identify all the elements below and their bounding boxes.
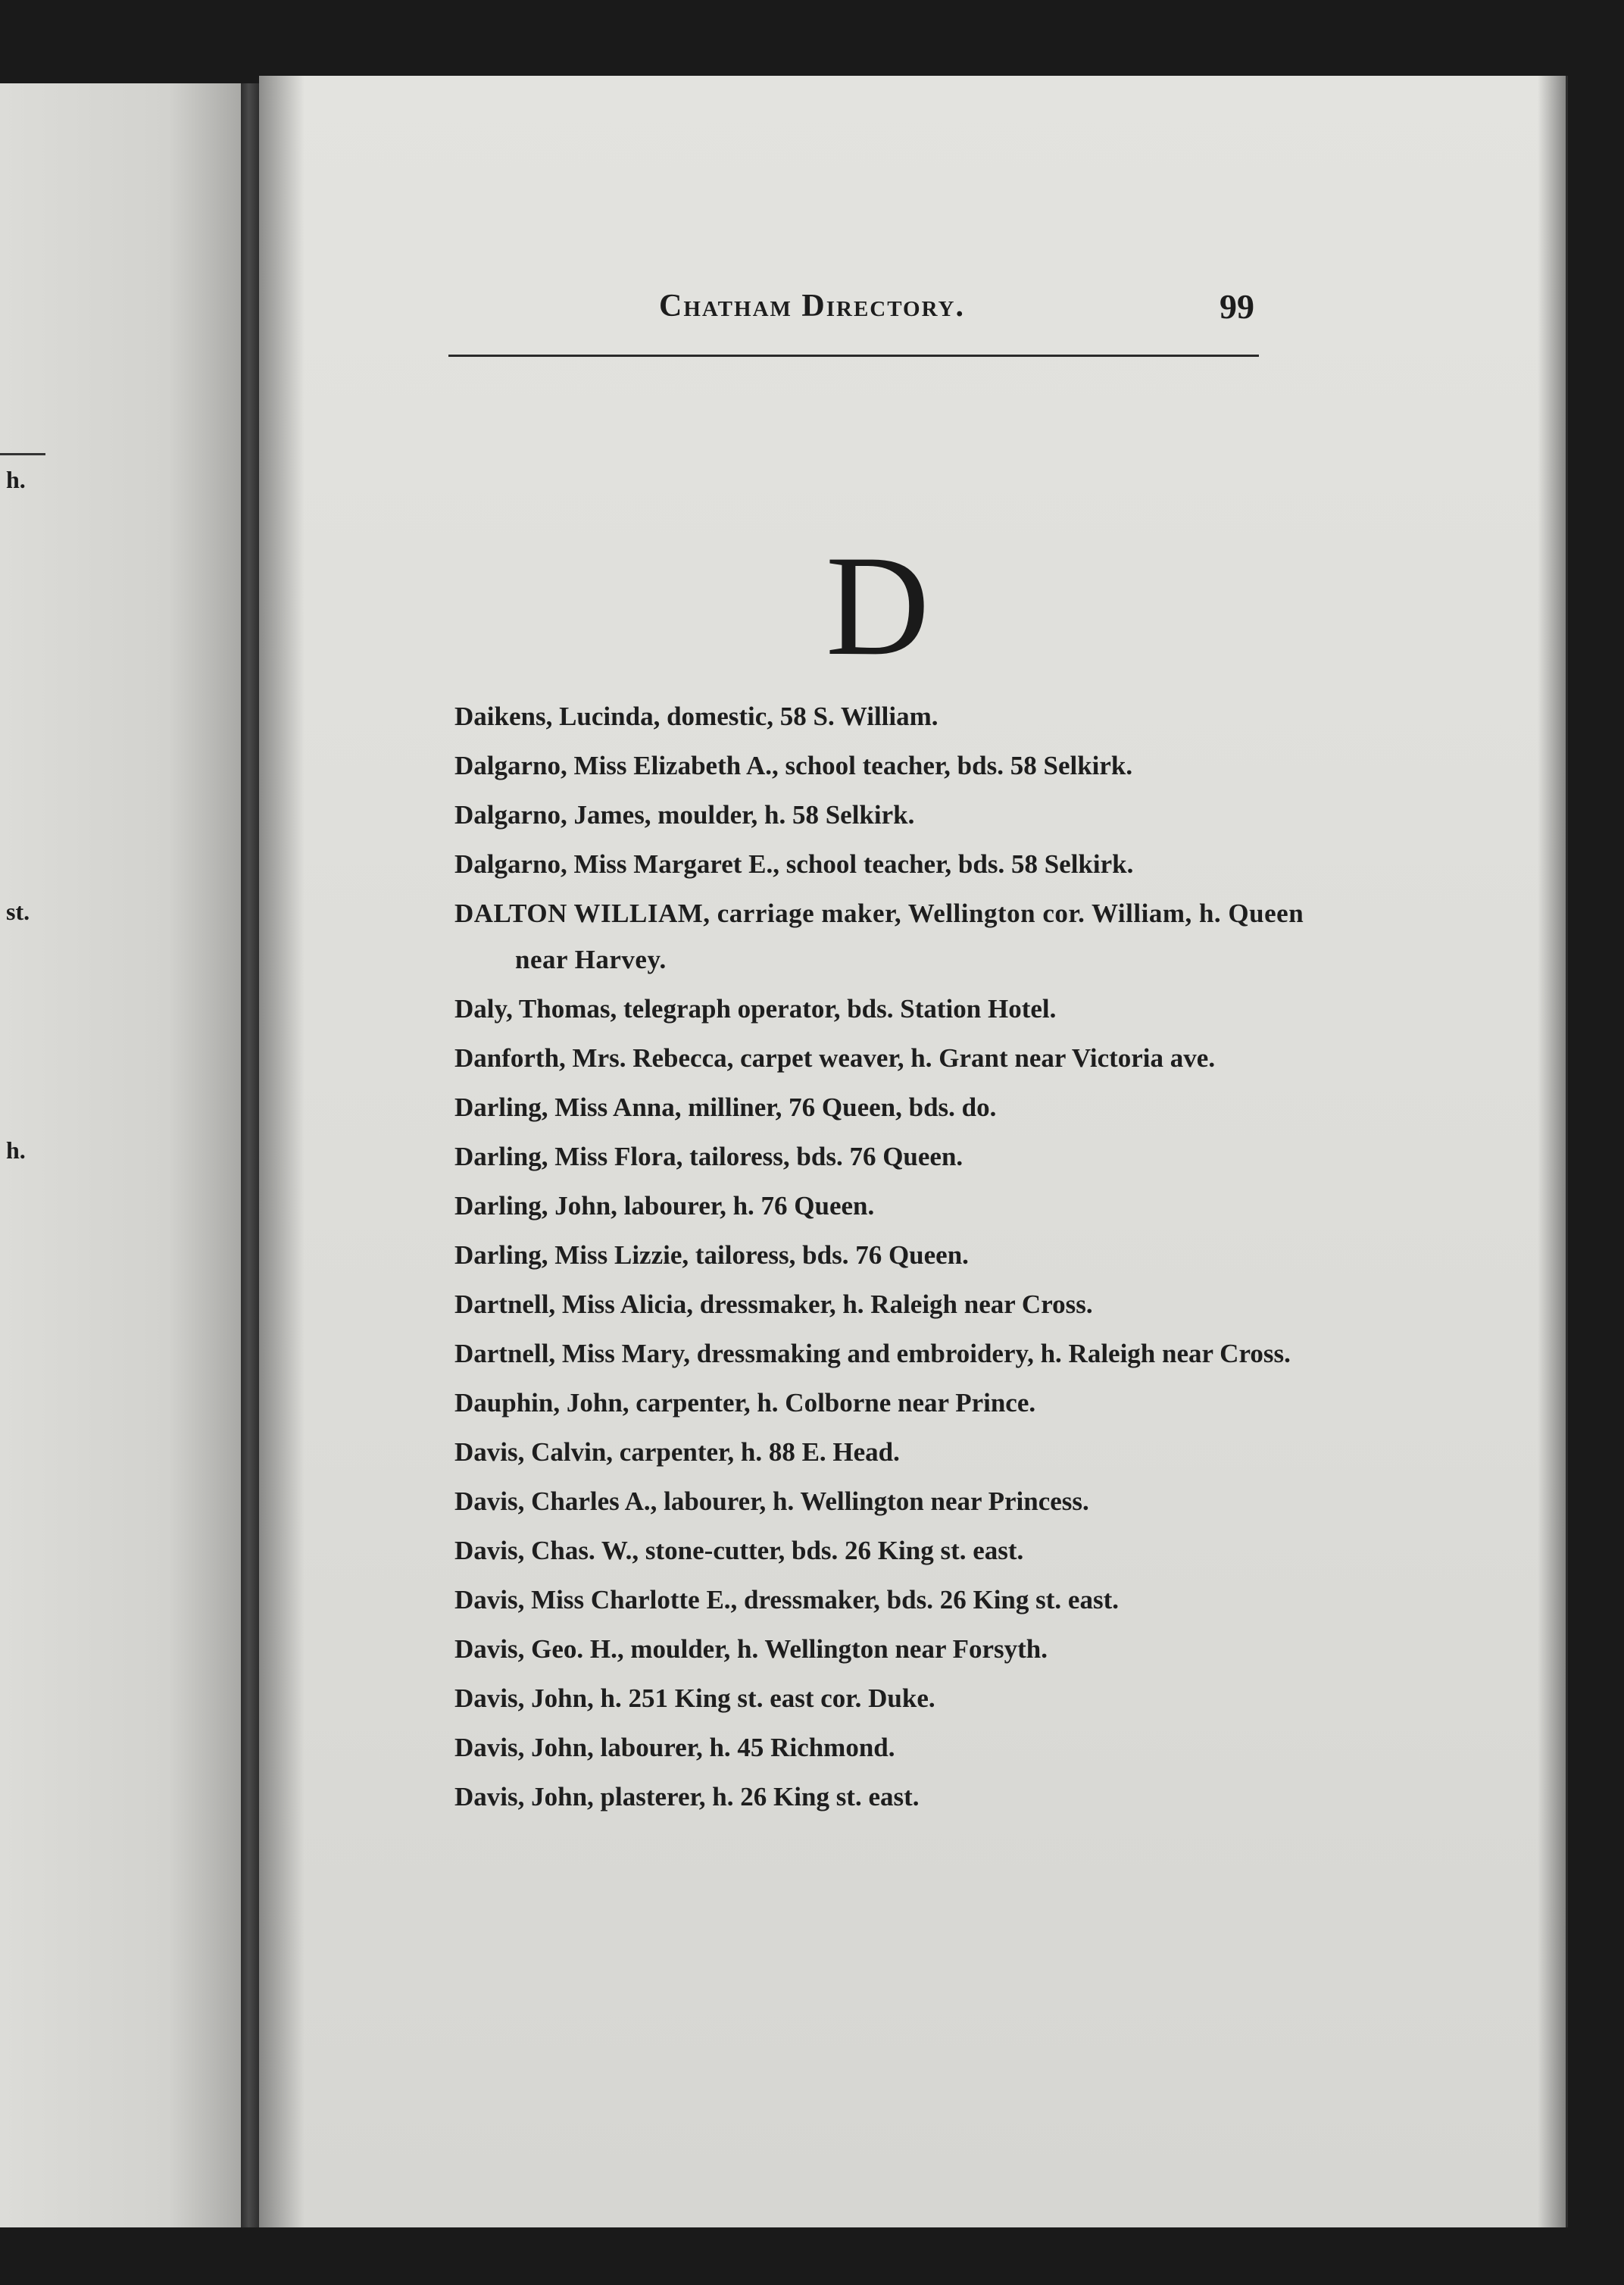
page-number: 99 [1220, 287, 1254, 326]
directory-entry: Davis, Geo. H., moulder, h. Wellington near Forsyth. [454, 1634, 1048, 1664]
directory-entry: Dalgarno, Miss Margaret E., school teacher, bds. 58 Selkirk. [454, 849, 1134, 879]
left-page-fragment: st. [6, 898, 30, 925]
directory-entry: Darling, Miss Flora, tailoress, bds. 76 Queen. [454, 1142, 963, 1171]
left-page [0, 83, 241, 2227]
directory-entry: Davis, Charles A., labourer, h. Wellington near Princess. [454, 1486, 1089, 1516]
directory-entry: Dalgarno, Miss Elizabeth A., school teacher, bds. 58 Selkirk. [454, 751, 1133, 780]
section-letter: D [826, 527, 930, 686]
page-edge-shadow [1538, 76, 1568, 2227]
directory-entries [454, 693, 1310, 1823]
directory-entry: Daly, Thomas, telegraph operator, bds. Station Hotel. [454, 994, 1057, 1024]
directory-entry: Davis, John, plasterer, h. 26 King st. east. [454, 1782, 920, 1811]
directory-entry: Danforth, Mrs. Rebecca, carpet weaver, h. Grant near Victoria ave. [454, 1043, 1216, 1073]
directory-entry: Davis, Miss Charlotte E., dressmaker, bds. 26 King st. east. [454, 1585, 1119, 1615]
directory-entry: Darling, Miss Anna, milliner, 76 Queen, bds. do. [454, 1092, 997, 1122]
directory-entry: Davis, Calvin, carpenter, h. 88 E. Head. [454, 1437, 900, 1467]
directory-entry: Darling, Miss Lizzie, tailoress, bds. 76 Queen. [454, 1240, 969, 1270]
left-page-fragment: h. [6, 466, 26, 493]
left-page-fragment: h. [6, 1136, 26, 1164]
directory-entry: Davis, John, h. 251 King st. east cor. Duke. [454, 1683, 935, 1713]
directory-entry: Darling, John, labourer, h. 76 Queen. [454, 1191, 875, 1221]
directory-entry: Davis, Chas. W., stone-cutter, bds. 26 King st. east. [454, 1536, 1024, 1565]
header-rule [448, 355, 1259, 357]
directory-entry: Dalgarno, James, moulder, h. 58 Selkirk. [454, 800, 915, 830]
running-head: Chatham Directory. [659, 289, 965, 324]
directory-entry: Dartnell, Miss Alicia, dressmaker, h. Raleigh near Cross. [454, 1289, 1093, 1319]
directory-entry: Dartnell, Miss Mary, dressmaking and embroidery, h. Raleigh near Cross. [454, 1339, 1291, 1368]
directory-entry: DALTON WILLIAM, carriage maker, Wellington cor. William, h. Queen near Harvey. [454, 899, 1304, 974]
directory-entry: Davis, John, labourer, h. 45 Richmond. [454, 1733, 895, 1762]
left-page-rule [0, 453, 45, 455]
book-gutter [241, 83, 261, 2227]
directory-entry: Daikens, Lucinda, domestic, 58 S. William. [454, 702, 938, 731]
gutter-shadow [259, 76, 304, 2227]
directory-entry: Dauphin, John, carpenter, h. Colborne near Prince. [454, 1388, 1036, 1418]
